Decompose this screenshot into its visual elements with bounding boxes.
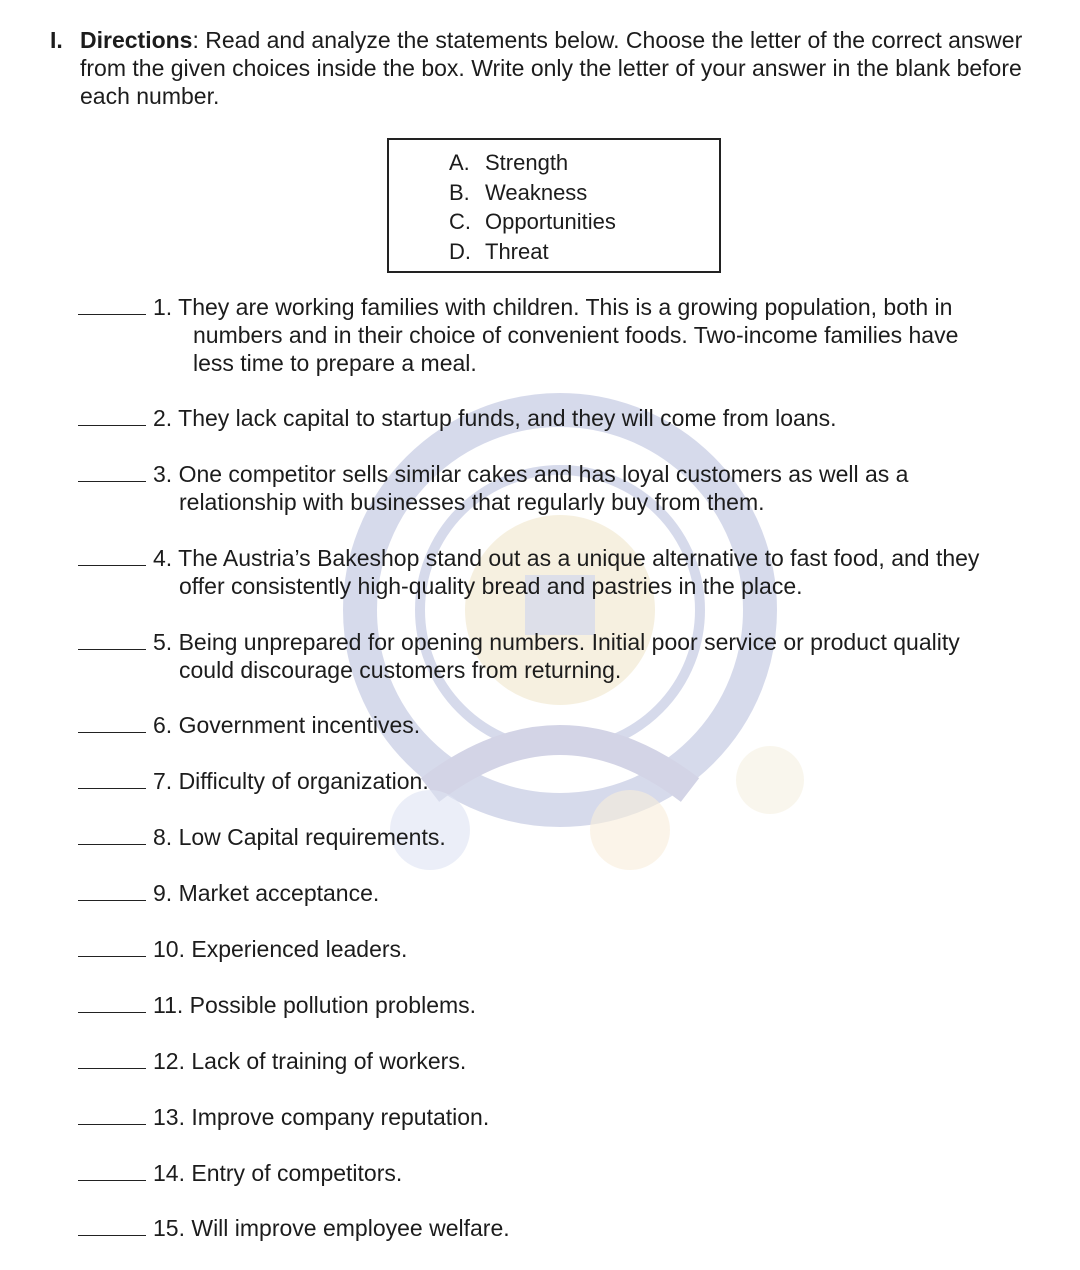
answer-blank[interactable] xyxy=(78,956,146,957)
answer-blank[interactable] xyxy=(78,425,146,426)
question-text xyxy=(153,544,1043,600)
choice-label: Threat xyxy=(485,238,549,264)
answer-blank[interactable] xyxy=(78,565,146,566)
question-line: 2. They lack capital to startup funds, and they will come from loans. xyxy=(153,405,837,431)
question-line: 13. Improve company reputation. xyxy=(153,1104,490,1130)
question-line: relationship with businesses that regularly buy from them. xyxy=(179,489,765,515)
directions-text: : Read and analyze the statements below. Choose the letter of the correct answer from the given choices inside the box. Write only the letter of your answer in the blank before each number. xyxy=(80,27,1023,109)
answer-blank[interactable] xyxy=(78,732,146,733)
question-line: 10. Experienced leaders. xyxy=(153,936,408,962)
question-line: 12. Lack of training of workers. xyxy=(153,1048,467,1074)
answer-blank[interactable] xyxy=(78,1012,146,1013)
answer-blank[interactable] xyxy=(78,314,146,315)
question-line: 15. Will improve employee welfare. xyxy=(153,1215,510,1241)
answer-blank[interactable] xyxy=(78,900,146,901)
answer-blank[interactable] xyxy=(78,1235,146,1236)
question-text xyxy=(153,823,1043,851)
question-line: numbers and in their choice of convenient foods. Two-income families have xyxy=(193,322,959,348)
choice-letter: C. xyxy=(449,209,471,234)
question-line: 14. Entry of competitors. xyxy=(153,1160,403,1186)
choice-item xyxy=(449,148,616,178)
answer-blank[interactable] xyxy=(78,1124,146,1125)
choice-label: Opportunities xyxy=(485,209,616,234)
question-line: 6. Government incentives. xyxy=(153,712,421,738)
section-number: I. xyxy=(50,27,63,53)
question-text xyxy=(153,460,1043,516)
question-text xyxy=(153,1047,1043,1075)
question-line: 8. Low Capital requirements. xyxy=(153,824,446,850)
question-line: 5. Being unprepared for opening numbers. Initial poor service or product quality xyxy=(153,629,960,655)
answer-blank[interactable] xyxy=(78,788,146,789)
choice-item xyxy=(449,178,616,208)
question-text xyxy=(153,711,1043,739)
answer-blank[interactable] xyxy=(78,1180,146,1181)
question-text xyxy=(153,293,1043,377)
answer-blank[interactable] xyxy=(78,481,146,482)
question-line: offer consistently high-quality bread and pastries in the place. xyxy=(179,573,803,599)
question-line: 11. Possible pollution problems. xyxy=(153,992,477,1018)
choice-label: Weakness xyxy=(485,179,588,205)
question-text xyxy=(153,1159,1043,1187)
question-line: 9. Market acceptance. xyxy=(153,880,380,906)
question-line: 4. The Austria’s Bakeshop stand out as a unique alternative to fast food, and they xyxy=(153,545,980,571)
question-text xyxy=(153,404,1043,432)
question-text xyxy=(153,935,1043,963)
choice-item xyxy=(449,207,616,237)
question-line: 1. They are working families with children. This is a growing population, both in xyxy=(153,294,953,320)
question-line: 7. Difficulty of organization. xyxy=(153,768,429,794)
question-line: less time to prepare a meal. xyxy=(193,350,477,376)
choices-box xyxy=(387,138,721,273)
question-line: could discourage customers from returning. xyxy=(179,657,622,683)
choice-letter: A. xyxy=(449,150,470,175)
choice-letter: D. xyxy=(449,238,471,264)
answer-blank[interactable] xyxy=(78,844,146,845)
question-text xyxy=(153,767,1043,795)
question-text xyxy=(153,991,1043,1019)
answer-blank[interactable] xyxy=(78,649,146,650)
question-text xyxy=(153,879,1043,907)
question-text xyxy=(153,628,1043,684)
answer-blank[interactable] xyxy=(78,1068,146,1069)
question-text xyxy=(153,1103,1043,1131)
directions-label: Directions xyxy=(80,27,193,53)
directions-block xyxy=(50,26,1040,110)
choice-label: Strength xyxy=(485,150,569,175)
question-text xyxy=(153,1214,1043,1242)
choices-list xyxy=(449,148,616,266)
choice-item xyxy=(449,237,616,267)
question-line: 3. One competitor sells similar cakes and has loyal customers as well as a xyxy=(153,461,909,487)
choice-letter: B. xyxy=(449,179,470,205)
